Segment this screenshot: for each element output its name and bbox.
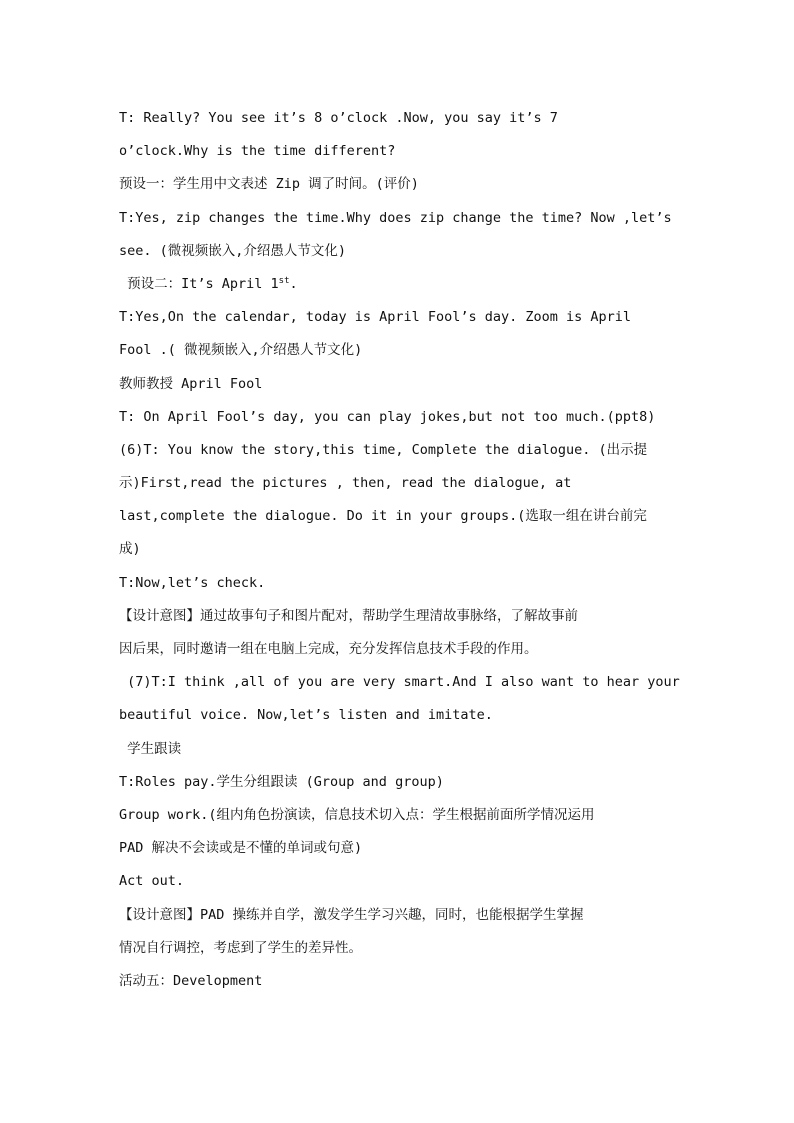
text-line-6 (119, 268, 679, 301)
activity-five-heading: 活动五：Development (119, 972, 263, 989)
text-line-6-main: 预设二：It’s April 1 (119, 275, 279, 292)
text-line-3: 预设一：学生用中文表述 Zip 调了时间。(评价) (119, 176, 419, 193)
design-intent-1a: 【设计意图】通过故事句子和图片配对，帮助学生理清故事脉络，了解故事前 (119, 607, 578, 624)
text-line-7: T:Yes,On the calendar, today is April Fool’s day. Zoom is April (119, 309, 632, 326)
text-line-13: last,complete the dialogue. Do it in your groups.(选取一组在讲台前完 (119, 508, 647, 525)
lesson-plan-text (119, 102, 679, 998)
text-line-22: Group work.(组内角色扮演读，信息技术切入点：学生根据前面所学情况运用 (119, 806, 595, 823)
text-line-21: T:Roles pay.学生分组跟读 (Group and group) (119, 773, 444, 790)
text-line-4: T:Yes, zip changes the time.Why does zip change the time? Now ,let’s (119, 209, 672, 226)
text-line-6-tail: . (289, 275, 298, 292)
text-line-12: 示)First,read the pictures , then, read the dialogue, at (119, 475, 572, 492)
text-line-2: o’clock.Why is the time different? (119, 143, 396, 160)
design-intent-2b: 情况自行调控，考虑到了学生的差异性。 (119, 939, 362, 956)
design-intent-2a: 【设计意图】PAD 操练并自学，激发学生学习兴趣，同时，也能根据学生掌握 (119, 906, 584, 923)
text-line-1: T: Really? You see it’s 8 o’clock .Now, you say it’s 7 (119, 110, 558, 126)
text-line-11: (6)T: You know the story,this time, Complete the dialogue. (出示提 (119, 441, 648, 458)
text-line-14: 成) (119, 541, 141, 558)
design-intent-1b: 因后果，同时邀请一组在电脑上完成，充分发挥信息技术手段的作用。 (119, 641, 538, 657)
text-line-19: beautiful voice. Now,let’s listen and imitate. (119, 707, 493, 724)
ordinal-superscript: st (278, 275, 290, 286)
text-line-5: see. (微视频嵌入,介绍愚人节文化) (119, 242, 347, 259)
text-line-15: T:Now,let’s check. (119, 574, 266, 591)
text-line-24: Act out. (119, 873, 185, 890)
text-line-8: Fool .( 微视频嵌入,介绍愚人节文化) (119, 342, 363, 359)
text-line-9: 教师教授 April Fool (119, 375, 263, 392)
text-line-10: T: On April Fool’s day, you can play jokes,but not too much.(ppt8) (119, 408, 656, 425)
text-line-20: 学生跟读 (119, 740, 182, 757)
text-line-18: (7)T:I think ,all of you are very smart.And I also want to hear your (119, 674, 680, 691)
text-line-23: PAD 解决不会读或是不懂的单词或句意) (119, 840, 363, 857)
